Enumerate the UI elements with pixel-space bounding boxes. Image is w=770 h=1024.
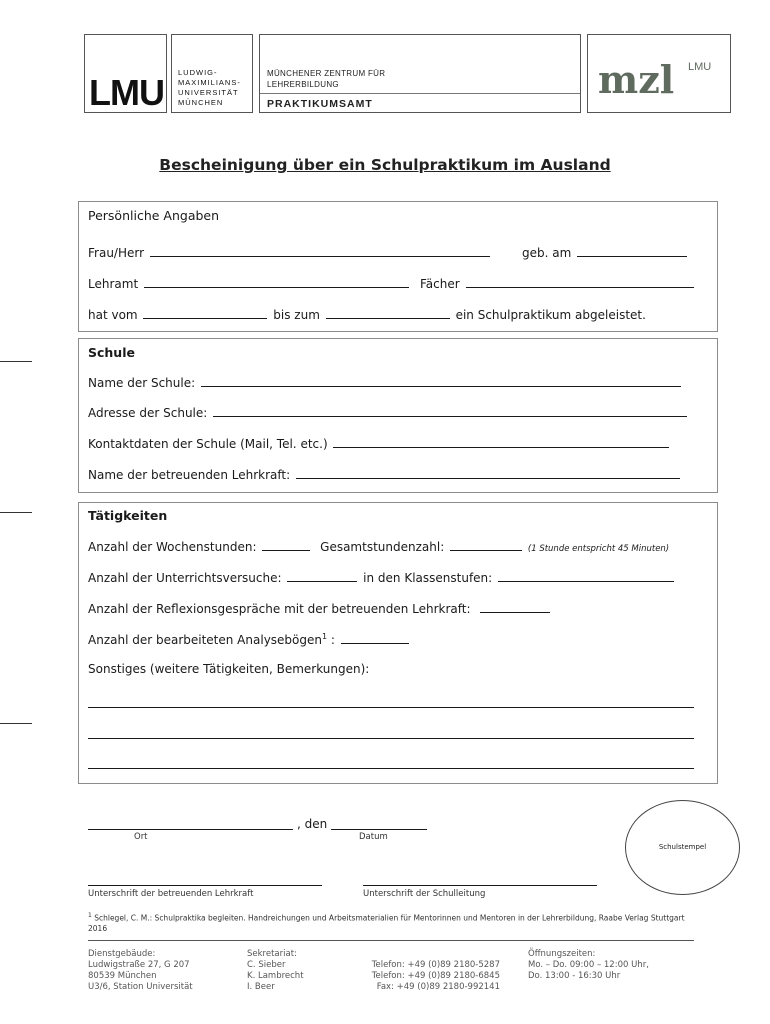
analysis-row: Anzahl der bearbeiteten Analysebögen$^1$ :: [88, 632, 411, 647]
school-address-field[interactable]: [213, 415, 687, 417]
birth-row: geb. am: [522, 246, 689, 260]
lmu-logo: [84, 34, 167, 113]
start-date-field[interactable]: [143, 317, 267, 319]
footer-opening-hours: Öffnungszeiten: Mo. – Do. 09:00 – 12:00 Uhr, Do. 13:00 - 16:30 Uhr: [528, 949, 649, 981]
den-label: , den: [297, 817, 328, 831]
footer-secretariat: Sekretariat: C. Sieber K. Lambrecht I. Beer: [247, 949, 304, 992]
mzl-logo: mzl: [598, 57, 675, 102]
teaching-attempts-row: Anzahl der Unterrichtsversuche: in den Klassenstufen:: [88, 571, 676, 585]
name-field[interactable]: [150, 255, 490, 257]
activities-heading: Tätigkeiten: [88, 508, 168, 523]
school-stamp-area: [625, 800, 740, 895]
period-row: hat vom bis zum ein Schulpraktikum abgeleistet.: [88, 308, 646, 322]
principal-signature-line[interactable]: [363, 885, 597, 886]
other-line-2[interactable]: [88, 738, 694, 739]
page-title: Bescheinigung über ein Schulpraktikum im Ausland: [159, 156, 611, 174]
mzl-logo-box: [587, 34, 731, 113]
hours-row: Anzahl der Wochenstunden: Gesamtstundenzahl: (1 Stunde entspricht 45 Minuten): [88, 540, 670, 554]
total-hours-field[interactable]: [450, 549, 522, 551]
office-name: PRAKTIKUMSAMT: [267, 98, 373, 110]
place-field[interactable]: [88, 829, 293, 830]
center-name-line1: MÜNCHENER ZENTRUM FÜR: [267, 69, 386, 78]
school-contact-field[interactable]: [333, 446, 669, 448]
reflection-count-field[interactable]: [480, 611, 550, 613]
principal-signature-caption: Unterschrift der Schulleitung: [363, 889, 486, 899]
analysis-count-field[interactable]: [341, 642, 409, 644]
teacher-signature-line[interactable]: [88, 885, 322, 886]
other-line-1[interactable]: [88, 707, 694, 708]
other-line-3[interactable]: [88, 768, 694, 769]
teacher-name-field[interactable]: [296, 477, 680, 479]
teaching-degree-field[interactable]: [144, 286, 409, 288]
center-header-box: [259, 34, 581, 113]
center-divider: [260, 93, 580, 94]
date-caption: Datum: [359, 832, 388, 842]
school-heading: Schule: [88, 345, 135, 360]
place-caption: Ort: [134, 832, 148, 842]
school-name-row: Name der Schule:: [88, 376, 683, 390]
margin-fold-mark: [0, 361, 32, 362]
date-field[interactable]: [331, 829, 427, 830]
school-address-row: Adresse der Schule:: [88, 406, 689, 420]
footer-building: Dienstgebäude: Ludwigstraße 27, G 207 80539 München U3/6, Station Universität: [88, 949, 193, 992]
margin-punch-mark: [0, 512, 32, 513]
class-levels-field[interactable]: [498, 580, 674, 582]
stamp-caption: Schulstempel: [658, 843, 707, 851]
mzl-lmu-superscript: LMU: [688, 61, 712, 73]
teaching-attempts-field[interactable]: [287, 580, 357, 582]
personal-heading: Persönliche Angaben: [88, 208, 220, 223]
end-date-field[interactable]: [326, 317, 450, 319]
hours-note: (1 Stunde entspricht 45 Minuten): [527, 544, 670, 554]
lmu-name-box: [171, 34, 253, 113]
margin-fold-mark: [0, 723, 32, 724]
school-name-field[interactable]: [201, 385, 681, 387]
reflection-row: Anzahl der Reflexionsgespräche mit der betreuenden Lehrkraft:: [88, 602, 552, 616]
teacher-name-row: Name der betreuenden Lehrkraft:: [88, 468, 682, 482]
birthdate-field[interactable]: [577, 255, 687, 257]
footer-phones: Telefon: +49 (0)89 2180-5287 Telefon: +49 (0)89 2180-6845 Fax: +49 (0)89 2180-992141: [371, 960, 500, 992]
subjects-field[interactable]: [466, 286, 694, 288]
footer-divider: [88, 940, 694, 941]
lmu-wordmark: LMU: [89, 72, 164, 113]
subjects-row: Fächer: [420, 277, 696, 291]
name-row: Frau/Herr: [88, 246, 492, 260]
teaching-degree-row: Lehramt: [88, 277, 411, 291]
teacher-signature-caption: Unterschrift der betreuenden Lehrkraft: [88, 889, 254, 899]
school-contact-row: Kontaktdaten der Schule (Mail, Tel. etc.): [88, 437, 671, 451]
other-row: Sonstiges (weitere Tätigkeiten, Bemerkungen):: [88, 662, 370, 676]
lmu-full-name: LUDWIG- MAXIMILIANS- UNIVERSITÄT MÜNCHEN: [178, 68, 241, 107]
center-name-line2: LEHRERBILDUNG: [267, 80, 339, 89]
footnote: $^1$ Schlegel, C. M.: Schulpraktika begleiten. Handreichungen und Arbeitsmaterialien für Mentorinnen und Mentoren in der Lehrerbildung, Raabe Verlag Stuttgart 2016: [88, 912, 685, 933]
weekly-hours-field[interactable]: [262, 549, 310, 551]
